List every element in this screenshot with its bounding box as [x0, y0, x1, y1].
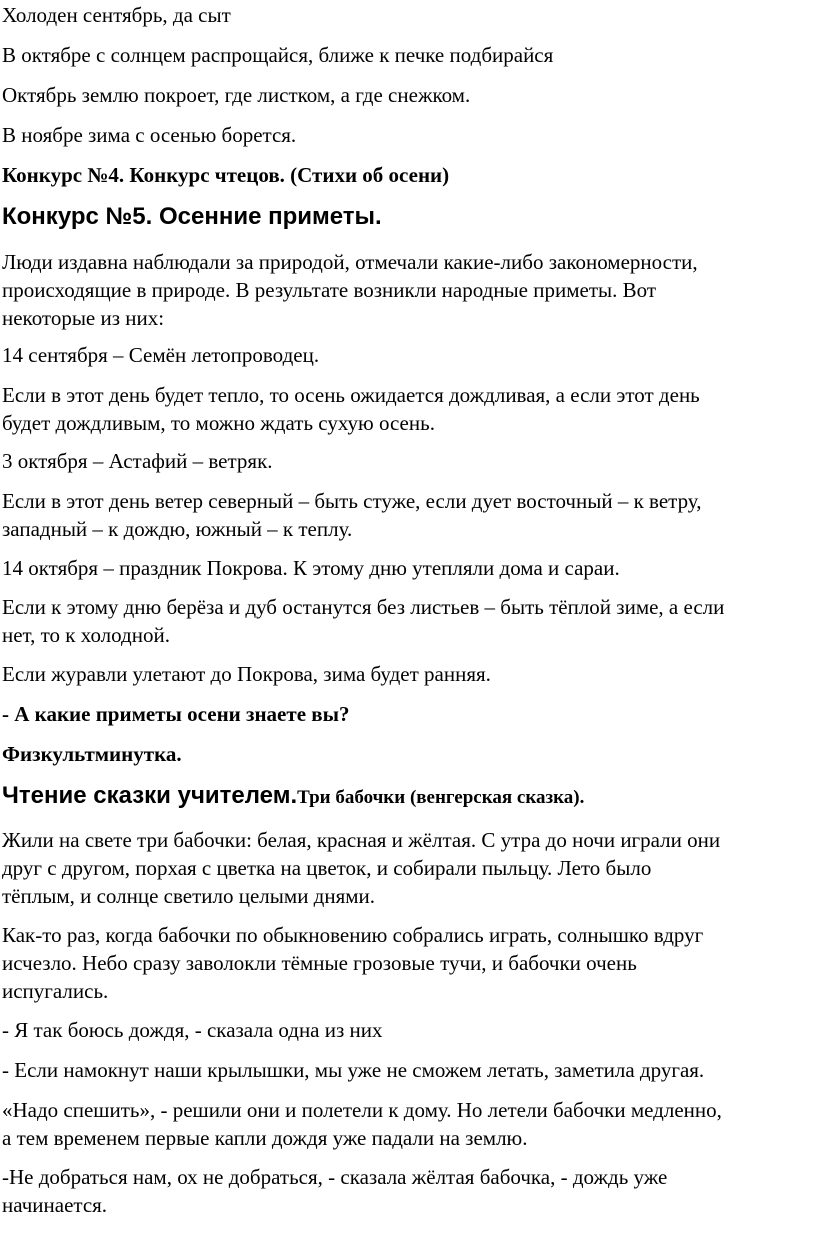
- intro-line-3: некоторые из них:: [2, 306, 165, 330]
- contest-4-heading: Конкурс №4. Конкурс чтецов. (Стихи об осени): [2, 163, 450, 187]
- tale-heading-sub: Три бабочки (венгерская сказка).: [297, 787, 585, 808]
- tale-line: исчезло. Небо сразу заволокли тёмные грозовые тучи, и бабочки очень: [2, 951, 637, 975]
- intro-line-1: Люди издавна наблюдали за природой, отмечали какие-либо закономерности,: [2, 250, 698, 274]
- omen-text-line: Если в этот день ветер северный – быть стуже, если дует восточный – к ветру,: [2, 489, 702, 513]
- tale-line: начинается.: [2, 1193, 108, 1217]
- tale-line: а тем временем первые капли дождя уже падали на землю.: [2, 1126, 528, 1150]
- omen-text-line: западный – к дождю, южный – к теплу.: [2, 517, 353, 541]
- tale-line: Как-то раз, когда бабочки по обыкновению собрались играть, солнышко вдруг: [2, 923, 704, 947]
- omen-date-line: 14 сентября – Семён летопроводец.: [2, 343, 320, 367]
- tale-line: «Надо спешить», - решили они и полетели к дому. Но летели бабочки медленно,: [2, 1098, 722, 1122]
- tale-heading: [2, 781, 814, 813]
- proverb-line-4: В ноябре зима с осенью борется.: [2, 123, 297, 147]
- omen-date-line: 3 октября – Астафий – ветряк.: [2, 449, 273, 473]
- tale-line: -Не добраться нам, ох не добраться, - сказала жёлтая бабочка, - дождь уже: [2, 1165, 668, 1189]
- contest-5-heading: Конкурс №5. Осенние приметы.: [2, 203, 382, 230]
- omen-text-line: Если к этому дню берёза и дуб останутся без листьев – быть тёплой зиме, а если: [2, 595, 725, 619]
- tale-line: Жили на свете три бабочки: белая, красная и жёлтая. С утра до ночи играли они: [2, 828, 721, 852]
- proverb-line-3: Октябрь землю покроет, где листком, а где снежком.: [2, 83, 471, 107]
- proverb-line-2: В октябре с солнцем распрощайся, ближе к печке подбирайся: [2, 43, 554, 67]
- proverb-line-1: Холоден сентябрь, да сыт: [2, 3, 231, 27]
- omen-date-line: 14 октября – праздник Покрова. К этому дню утепляли дома и сараи.: [2, 556, 620, 580]
- tale-heading-main: Чтение сказки учителем.: [2, 782, 298, 809]
- tale-line: - Если намокнут наши крылышки, мы уже не сможем летать, заметила другая.: [2, 1058, 705, 1082]
- tale-line: испугались.: [2, 979, 109, 1003]
- tale-line: тёплым, и солнце светило целыми днями.: [2, 884, 376, 908]
- omen-text-line: Если журавли улетают до Покрова, зима будет ранняя.: [2, 662, 491, 686]
- fizminutka-heading: Физкультминутка.: [2, 742, 182, 766]
- omen-text-line: Если в этот день будет тепло, то осень ожидается дождливая, а если этот день: [2, 383, 700, 407]
- tale-line: друг с другом, порхая с цветка на цветок, и собирали пыльцу. Лето было: [2, 856, 652, 880]
- omen-text-line: нет, то к холодной.: [2, 623, 170, 647]
- intro-line-2: происходящие в природе. В результате возникли народные приметы. Вот: [2, 278, 657, 302]
- omen-text-line: будет дождливым, то можно ждать сухую осень.: [2, 411, 435, 435]
- question-line: - А какие приметы осени знаете вы?: [2, 702, 350, 726]
- tale-line: - Я так боюсь дождя, - сказала одна из них: [2, 1018, 383, 1042]
